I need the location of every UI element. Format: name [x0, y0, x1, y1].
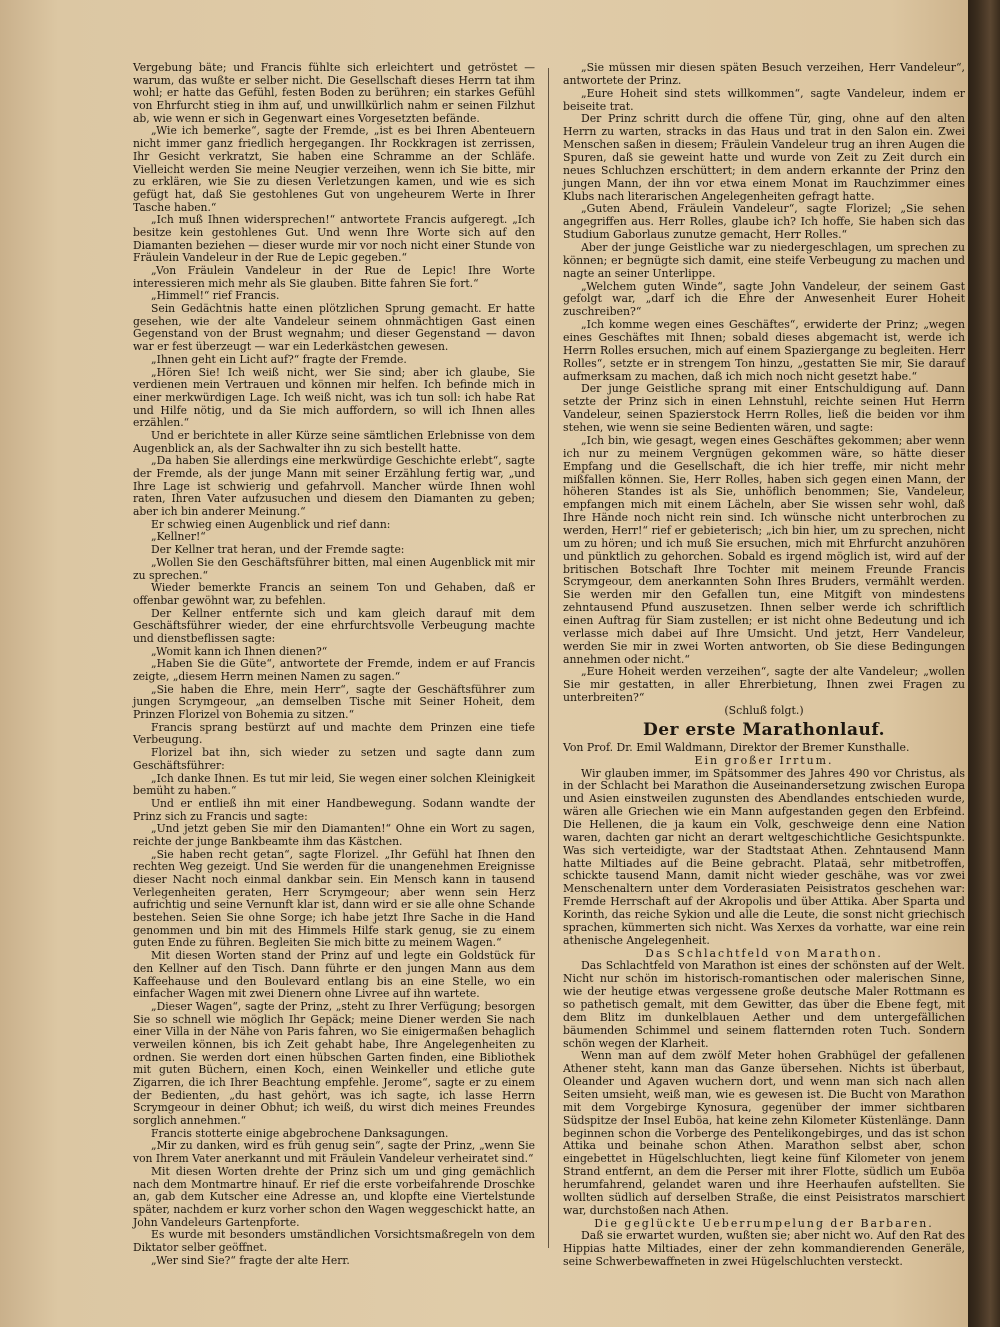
story-paragraph: Francis stotterte einige abgebrochene Danksagungen. [151, 1126, 449, 1140]
story-paragraph: Der Kellner trat heran, und der Fremde sagte: [151, 543, 405, 557]
story-paragraph: „Welchem guten Winde“, sagte John Vandeleur, der seinem Gast gefolgt war, „darf ich die Ehre der Anwesenheit Eurer Hoheit zuschreiben?“ [563, 279, 965, 319]
story-paragraph: Aber der junge Geistliche war zu niedergeschlagen, um sprechen zu können; er begnügte sich damit, eine steife Verbeugung zu machen und nagte an seiner Unterlippe. [563, 241, 965, 280]
story-paragraph: „Sie müssen mir diesen späten Besuch verzeihen, Herr Vandeleur“, antwortete der Prinz. [563, 61, 965, 87]
section-heading: Die geglückte Ueberrumpelung der Barbaren. [594, 1216, 934, 1230]
story-paragraph: Und er berichtete in aller Kürze seine sämtlichen Erlebnisse von dem Augenblick an, als der Sachwalter ihn zu sich bestellt hatte. [133, 428, 535, 455]
story-paragraph: „Wollen Sie den Geschäftsführer bitten, mal einen Augenblick mit mir zu sprechen.“ [133, 555, 535, 582]
story-paragraph: „Ich muß Ihnen widersprechen!“ antwortete Francis aufgeregt. „Ich besitze kein gestohlenes Gut. Und wenn Ihre Worte sich auf den Diamanten beziehen — dieser wurde mir vor noch nicht einer Stunde von Fräulein Vandeleur in der Rue de Lepic gegeben.“ [133, 213, 535, 265]
story-paragraph: „Mir zu danken, wird es früh genug sein“, sagte der Prinz, „wenn Sie von Ihrem Vater anerkannt und mit Fräulein Vandeleur verheiratet sind.“ [133, 1139, 535, 1166]
continuation-note: (Schluß folgt.) [724, 703, 804, 717]
story-paragraph: „Von Fräulein Vandeleur in der Rue de Lepic! Ihre Worte interessieren mich mehr als Sie glauben. Bitte fahren Sie fort.“ [133, 264, 535, 290]
section-heading: Ein großer Irrtum. [694, 753, 834, 767]
story-paragraph: „Ich bin, wie gesagt, wegen eines Geschäftes gekommen; aber wenn ich nur zu meinem Vergnügen gekommen wäre, so hätte dieser Empfang und die Gesellschaft, die ich hier treffe, mir nicht mehr mißfallen können. Sie, Herr Rolles, haben sich gegen einen Mann, der höheren Standes ist als Sie, unhöflich benommen; Sie, Vandeleur, empfangen mich mit einem Lächeln, aber Sie wissen sehr wohl, daß Ihre Hände noch nicht rein sind. Ich wünsche nicht unterbrochen zu werden, Herr!“ rief er gebieterisch; „ich bin hier, um zu sprechen, nicht um zu hören; und ich muß Sie ersuchen, mich mit Ehrfurcht anzuhören und pünktlich zu gehorchen. Sobald es irgend möglich ist, wird auf der britischen Botschaft Ihre Tochter mit meinem Freunde Francis Scrymgeour, dem anerkannten Sohn Ihres Bruders, vermählt werden. Sie werden mir den Gefallen tun, eine Mitgift von mindestens zehntausend Pfund auszusetzen. Ihnen selber werde ich schriftlich einen Auftrag für Siam zustellen; er ist nicht ohne Bedeutung und ich verlasse mich dabei auf Ihre Umsicht. Und jetzt, Herr Vandeleur, werden Sie mir in zwei Worten antworten, ob Sie diese Bedingungen annehmen oder nicht.“ [563, 433, 965, 666]
story-paragraph: Sein Gedächtnis hatte einen plötzlichen Sprung gemacht. Er hatte gesehen, wie der alte Vandeleur seinem ohnmächtigen Gast einen Gegenstand von der Brust wegnahm; und dieser Gegenstand — davon war er fest überzeugt — war ein Lederkästchen gewesen. [133, 302, 535, 354]
story-paragraph: „Eure Hoheit sind stets willkommen“, sagte Vandeleur, indem er beiseite trat. [563, 86, 965, 113]
story-paragraph: Mit diesen Worten stand der Prinz auf und legte ein Goldstück für den Kellner auf den Tisch. Dann führte er den jungen Mann aus dem Kaffeehause und den Boulevard entlang bis an eine Stelle, wo ein einfacher Wagen mit zwei Dienern ohne Livree auf ihn wartete. [133, 949, 535, 1001]
story-paragraph: Mit diesen Worten drehte der Prinz sich um und ging gemächlich nach dem Montmartre hinauf. Er rief die erste vorbeifahrende Droschke an, gab dem Kutscher eine Adresse an, und klopfte eine Viertelstunde später, nachdem er kurz vorher schon den Wagen weggeschickt hatte, an John Vandeleurs Gartenpforte. [133, 1164, 535, 1229]
article-byline: Von Prof. Dr. Emil Waldmann, Direktor der Bremer Kunsthalle. [563, 740, 910, 754]
story-paragraph: Vergebung bäte; und Francis fühlte sich erleichtert und getröstet — warum, das wußte er selber nicht. Die Gesellschaft dieses Herrn tat ihm wohl; er hatte das Gefühl, festen Boden zu berühren; ein starkes Gefühl von Ehrfurcht stieg in ihm auf, und unwillkürlich nahm er seinen Filzhut ab, wie wenn er sich in Gegenwart eines Vorgesetzten befände. [133, 61, 535, 125]
story-column-left [133, 62, 535, 1267]
article-paragraph: Wir glauben immer, im Spätsommer des Jahres 490 vor Christus, als in der Schlacht bei Marathon die Auseinandersetzung zwischen Europa und Asien einstweilen zugunsten des Abendlandes entschieden wurde, wären alle Griechen wie ein Mann aufgestanden gegen den Erbfeind. Die Hellenen, die ja kaum ein Volk, geschweige denn eine Nation waren, dachten gar nicht an derart weltgeschichtliche Gesichtspunkte. Was sich verteidigte, war der Stadtstaat Athen. Zehntausend Mann hatte Miltiades auf die Beine gebracht. Plataä, sehr mitbetroffen, schickte tausend Mann, damit nicht wieder geschähe, was vor zwei Menschenaltern unter dem Vorderasiaten Peisistratos geschehen war: Fremde Herrschaft auf der Akropolis und über Attika. Aber Sparta und Korinth, das reiche Sykion und alle die Leute, die sonst nicht griechisch sprachen, kümmerten sich nicht. Was Xerxes da vorhatte, war eine rein athenische Angelegenheit. [563, 766, 965, 947]
story-paragraph: Wieder bemerkte Francis an seinem Ton und Gehaben, daß er offenbar gewöhnt war, zu befehlen. [133, 581, 535, 607]
story-paragraph: „Und jetzt geben Sie mir den Diamanten!“ Ohne ein Wort zu sagen, reichte der junge Bankbeamte ihm das Kästchen. [133, 822, 535, 848]
story-paragraph: „Sie haben recht getan“, sagte Florizel. „Ihr Gefühl hat Ihnen den rechten Weg gezeigt. Und Sie werden für die unangenehmen Ereignisse dieser Nacht noch einmal dankbar sein. Ein Mensch kann in tausend Verlegenheiten geraten, Herr Scrymgeour; aber wenn sein Herz aufrichtig und seine Vernunft klar ist, dann wird er sie alle ohne Schande bestehen. Seien Sie ohne Sorge; ich habe jetzt Ihre Sache in die Hand genommen und bin mit des Himmels Hilfe stark genug, sie zu einem guten Ende zu führen. Begleiten Sie mich bitte zu meinem Wagen.“ [133, 847, 535, 950]
story-paragraph: „Ich komme wegen eines Geschäftes“, erwiderte der Prinz; „wegen eines Geschäftes mit Ihnen; sobald dieses abgemacht ist, werde ich Herrn Rolles ersuchen, mich auf einem Spaziergange zu begleiten. Herr Rolles“, setzte er in strengem Ton hinzu, „gestatten Sie mir, Sie darauf aufmerksam zu machen, daß ich mich noch nicht gesetzt habe.“ [563, 318, 965, 383]
story-paragraph: Der junge Geistliche sprang mit einer Entschuldigung auf. Dann setzte der Prinz sich in einen Lehnstuhl, reichte seinen Hut Herrn Vandeleur, seinen Spazierstock Herrn Rolles, ließ die beiden vor ihm stehen, wie wenn sie seine Bedienten wären, und sagte: [563, 382, 965, 435]
story-paragraph: Der Kellner entfernte sich und kam gleich darauf mit dem Geschäftsführer wieder, der eine ehrfurchtsvolle Verbeugung machte und dienstbeflissen sagte: [133, 606, 535, 645]
story-paragraph: „Sie haben die Ehre, mein Herr“, sagte der Geschäftsführer zum jungen Scrymgeour, „an demselben Tische mit Seiner Hoheit, dem Prinzen Florizel von Bohemia zu sitzen.“ [133, 682, 535, 722]
story-column-right [563, 62, 965, 1269]
story-paragraph: Und er entließ ihn mit einer Handbewegung. Sodann wandte der Prinz sich zu Francis und sagte: [133, 796, 535, 823]
story-paragraph: „Womit kann ich Ihnen dienen?“ [151, 644, 328, 658]
story-paragraph: „Wer sind Sie?“ fragte der alte Herr. [151, 1253, 350, 1267]
story-paragraph: „Himmel!“ rief Francis. [151, 289, 280, 303]
story-paragraph: „Dieser Wagen“, sagte der Prinz, „steht zu Ihrer Verfügung; besorgen Sie so schnell wie möglich Ihr Gepäck; meine Diener werden Sie nach einer Villa in der Nähe von Paris fahren, wo Sie einigermaßen behaglich verweilen können, bis ich Zeit gehabt habe, Ihre Angelegenheiten zu ordnen. Sie werden dort einen hübschen Garten finden, eine Bibliothek mit guten Büchern, einen Koch, einen Weinkeller und etliche gute Zigarren, die ich Ihrer Beachtung empfehle. Jerome“, sagte er zu einem der Bedienten, „du hast gehört, was ich sagte, ich lasse Herrn Scrymgeour in deiner Obhut; ich weiß, du wirst dich meines Freundes sorglich annehmen.“ [133, 999, 535, 1128]
story-paragraph: Francis sprang bestürzt auf und machte dem Prinzen eine tiefe Verbeugung. [133, 720, 535, 747]
story-paragraph: „Guten Abend, Fräulein Vandeleur“, sagte Florizel; „Sie sehen angegriffen aus. Herr Rolles, glaube ich? Ich hoffe, Sie haben sich das Studium Gaborlaus zunutze gemacht, Herr Rolles.“ [563, 202, 965, 242]
story-paragraph: „Haben Sie die Güte“, antwortete der Fremde, indem er auf Francis zeigte, „diesem Herrn meinen Namen zu sagen.“ [133, 657, 535, 683]
story-paragraph: „Hören Sie! Ich weiß nicht, wer Sie sind; aber ich glaube, Sie verdienen mein Vertrauen und können mir helfen. Ich befinde mich in einer merkwürdigen Lage. Ich weiß nicht, was ich tun soll: ich habe Rat und Hilfe nötig, und da Sie mich auffordern, so will ich Ihnen alles erzählen.“ [133, 365, 535, 430]
story-paragraph: „Ich danke Ihnen. Es tut mir leid, Sie wegen einer solchen Kleinigkeit bemüht zu haben.“ [133, 771, 535, 798]
story-paragraph: Florizel bat ihn, sich wieder zu setzen und sagte dann zum Geschäftsführer: [133, 746, 535, 772]
article-title: Der erste Marathonlauf. [642, 719, 886, 740]
article-paragraph: Das Schlachtfeld von Marathon ist eines der schönsten auf der Welt. Nicht nur schön im historisch-romantischen oder malerischen Sinne, wie der heutige etwas vergessene große deutsche Maler Rottmann es so pathetisch gemalt, mit dem Gewitter, das über die Ebene fegt, mit dem Blitz im dunkelblauen Aether und dem untergefällichen bäumenden Schimmel und seinem flatternden roten Tuch. Sondern schön wegen der Klarheit. [563, 959, 965, 1050]
story-paragraph: „Da haben Sie allerdings eine merkwürdige Geschichte erlebt“, sagte der Fremde, als der junge Mann mit seiner Erzählung fertig war, „und Ihre Lage ist schwierig und gefahrvoll. Mancher würde Ihnen wohl raten, Ihren Vater aufzusuchen und diesem den Diamanten zu geben; aber ich bin anderer Meinung.“ [133, 454, 535, 519]
article-paragraph: Daß sie erwartet wurden, wußten sie; aber nicht wo. Auf den Rat des Hippias hatte Miltiades, einer der zehn kommandierenden Generäle, seine Schwerbewaffneten in zwei Hügelschluchten versteckt. [563, 1229, 965, 1269]
story-paragraph: „Kellner!“ [151, 530, 206, 544]
story-paragraph: Er schwieg einen Augenblick und rief dann: [151, 517, 391, 531]
article-paragraph: Wenn man auf dem zwölf Meter hohen Grabhügel der gefallenen Athener steht, kann man das Ganze übersehen. Nichts ist überbaut, Oleander und Agaven wuchern dort, und wenn man sich nach allen Seiten umsieht, weiß man, wie es gewesen ist. Die Bucht von Marathon mit dem Vorgebirge Kynosura, gegenüber der immer sichtbaren Südspitze der Insel Euböa, hat keine zehn Kilometer Küstenlänge. Dann beginnen schon die Vorberge des Pentelikongebirges, und das ist schon Attika und beinahe schon Athen. Marathon selbst aber, schon eingebettet in Hügelschluchten, liegt keine fünf Kilometer von jenem Strand entfernt, an dem die Perser mit ihrer Flotte, südlich um Euböa herumfahrend, gelandet waren und ihre Heerhaufen aufstellten. Sie wollten südlich auf derselben Straße, die einst Peisistratos marschiert war, durchstoßen nach Athen. [563, 1049, 965, 1217]
story-paragraph: „Ihnen geht ein Licht auf?“ fragte der Fremde. [151, 352, 407, 366]
story-paragraph: „Wie ich bemerke“, sagte der Fremde, „ist es bei Ihren Abenteuern nicht immer ganz friedlich hergegangen. Ihr Rockkragen ist zerrissen, Ihr Gesicht verkratzt, Sie haben eine Schramme an der Schläfe. Vielleicht werden Sie meine Neugier verzeihen, wenn ich Sie bitte, mir zu erklären, wie Sie zu diesen Verletzungen kamen, und wie es sich gefügt hat, daß Sie gestohlenes Gut von ungeheurem Werte in Ihrer Tasche haben.“ [133, 124, 535, 214]
story-paragraph: Der Prinz schritt durch die offene Tür, ging, ohne auf den alten Herrn zu warten, stracks in das Haus und trat in den Salon ein. Zwei Menschen saßen in diesem; Fräulein Vandeleur trug an ihren Augen die Spuren, daß sie geweint hatte und wurde von Zeit zu Zeit durch ein neues Schluchzen erschüttert; in dem andern erkannte der Prinz den jungen Mann, der ihn vor etwa einem Monat im Rauchzimmer eines Klubs nach literarischen Angelegenheiten gefragt hatte. [563, 112, 965, 203]
section-heading: Das Schlachtfeld von Marathon. [645, 946, 883, 960]
book-binding [968, 0, 1000, 1327]
story-paragraph: Es wurde mit besonders umständlichen Vorsichtsmaßregeln von dem Diktator selber geöffnet. [133, 1228, 535, 1254]
column-divider [548, 68, 549, 1248]
story-paragraph: „Eure Hoheit werden verzeihen“, sagte der alte Vandeleur; „wollen Sie mir gestatten, in aller Ehrerbietung, Ihnen zwei Fragen zu unterbreiten?“ [563, 665, 965, 705]
